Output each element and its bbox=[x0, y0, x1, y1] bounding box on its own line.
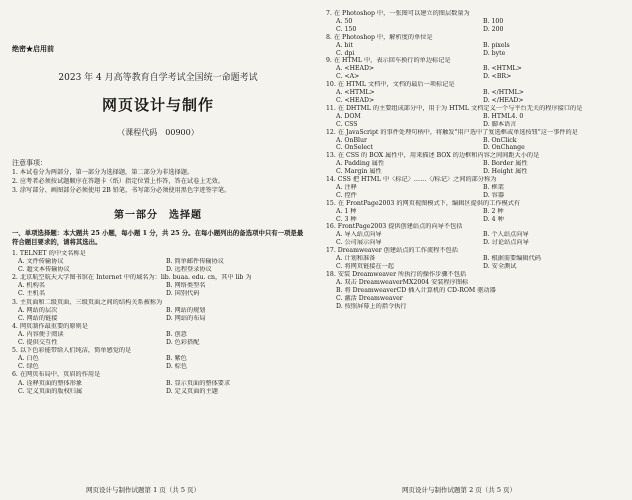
question-item bbox=[326, 105, 620, 129]
answer-option: B. pixels bbox=[483, 41, 510, 49]
answer-option: B. 紫色 bbox=[166, 355, 187, 363]
answer-option: C. 公司展示向导 bbox=[336, 239, 382, 247]
answer-options bbox=[326, 208, 620, 224]
answer-option: A. DOM bbox=[336, 112, 361, 120]
question-item bbox=[326, 129, 620, 153]
answer-options bbox=[326, 137, 620, 153]
answer-option: D. 讨论站点向导 bbox=[483, 239, 529, 247]
answer-option: A. 双击 DreamweaverMX2004 安装程序图标 bbox=[336, 278, 469, 286]
answer-option: B. 100 bbox=[483, 17, 504, 25]
answer-option: A. 诠释页面的整体形象 bbox=[18, 379, 83, 387]
answer-option: B. 个人站点向导 bbox=[483, 231, 529, 239]
question-stem: 14. CSS 把 HTML 中〈标记〉……〈/标记〉之间的部分称为 bbox=[326, 176, 497, 184]
answer-options bbox=[12, 355, 308, 371]
answer-option: C. dpi bbox=[336, 49, 355, 57]
answer-options bbox=[326, 18, 620, 34]
question-item bbox=[12, 274, 308, 298]
answer-option: B. 简单邮件传输协议 bbox=[166, 258, 224, 266]
answer-option: A. 导入站点向导 bbox=[336, 231, 382, 239]
answer-option: D. 定义页面的主题 bbox=[166, 387, 218, 395]
question-stem: 7. 在 Photoshop 中，一张图可以建立的图层数量为 bbox=[326, 10, 470, 17]
answer-option: C. 将网页链接在一起 bbox=[336, 263, 394, 270]
answer-option: B. 网站的规划 bbox=[166, 306, 206, 314]
answer-option: D. 4 种 bbox=[483, 215, 504, 223]
answer-options bbox=[326, 231, 620, 247]
question-item bbox=[326, 200, 620, 224]
answer-option: A. 计划和准备 bbox=[336, 255, 376, 263]
answer-option: D. 脚本语言 bbox=[483, 120, 517, 128]
notice-list bbox=[12, 168, 312, 196]
answer-option: A. 1 种 bbox=[336, 207, 357, 215]
answer-option: A. <HEAD> bbox=[336, 65, 375, 73]
answer-option: B. 网络类型名 bbox=[166, 282, 206, 290]
answer-option: D. 远程登录协议 bbox=[166, 266, 212, 274]
answer-option: A. OnBlur bbox=[336, 136, 367, 144]
answer-option: D. Height 属性 bbox=[483, 168, 528, 176]
question-stem: 2. 北京航空航天大学图书馆在 Internet 中的域名为：lib. buaa. edu. cn，其中 lib 为 bbox=[12, 274, 252, 282]
answer-options bbox=[12, 258, 308, 274]
answer-option: D. 棕色 bbox=[166, 363, 188, 371]
answer-option: B. 显示页面的整体要求 bbox=[166, 379, 231, 387]
answer-option: D. </HEAD> bbox=[483, 96, 524, 104]
question-item bbox=[12, 250, 308, 274]
question-item bbox=[326, 176, 620, 200]
answer-option: D. 网站的布局 bbox=[166, 314, 206, 322]
answer-options bbox=[326, 65, 620, 81]
answer-options bbox=[326, 42, 620, 58]
question-item bbox=[326, 10, 620, 34]
course-code: （课程代码 00900） bbox=[117, 128, 199, 137]
answer-option: B. </HTML> bbox=[483, 89, 524, 97]
question-stem: 17. Dreamweaver 创建站点的工作流程不包括 bbox=[326, 247, 458, 255]
confidential-mark: 绝密★启用前 bbox=[12, 44, 54, 53]
notice-item: 1. 本试卷分为两部分，第一部分为选择题，第二部分为非选择题。 bbox=[12, 169, 194, 176]
answer-options bbox=[326, 184, 620, 200]
answer-options bbox=[326, 279, 620, 311]
exam-page-2 bbox=[316, 0, 632, 500]
answer-options bbox=[12, 307, 308, 323]
answer-option: D. 按照屏幕上的指令执行 bbox=[336, 302, 407, 310]
answer-option: A. <HTML> bbox=[336, 89, 375, 97]
answer-options bbox=[12, 331, 308, 347]
question-stem: 1. TELNET 的中文名称是 bbox=[12, 250, 86, 257]
answer-option: C. 3 种 bbox=[336, 215, 357, 223]
answer-option: C. 150 bbox=[336, 25, 357, 33]
question-stem: 8. 在 Photoshop 中，解析度的单位是 bbox=[326, 33, 433, 41]
answer-option: A. 注释 bbox=[336, 183, 357, 191]
question-stem: 5. 以下色彩能带给人们纯洁，简单感觉的是 bbox=[12, 347, 132, 355]
answer-option: D. 安全测试 bbox=[483, 263, 517, 270]
question-stem: 11. 在 DHTML 的主要组成部分中，用于为 HTML 文档定义一个与平台无关的程序接口的是 bbox=[326, 104, 583, 112]
answer-option: D. 容器 bbox=[483, 191, 505, 199]
answer-option: A. 白色 bbox=[18, 355, 39, 363]
notice-item: 2. 应考者必须按试题顺序在答题卡（纸）指定位置上作答，答在试卷上无效。 bbox=[12, 178, 225, 186]
answer-options bbox=[326, 113, 620, 129]
answer-option: B. 根据需要编辑代码 bbox=[483, 255, 541, 263]
answer-option: A. 内容便于阅读 bbox=[18, 330, 64, 338]
answer-option: C. 定义页面的版权归属 bbox=[18, 387, 83, 395]
question-stem: 10. 在 HTML 文档中，文档的最后一项标记是 bbox=[326, 81, 455, 89]
answer-option: B. Border 属性 bbox=[483, 160, 528, 168]
question-item bbox=[12, 323, 308, 347]
answer-option: B. OnClick bbox=[483, 136, 517, 144]
answer-options bbox=[12, 380, 308, 396]
notice-item: 3. 涂写部分、画图部分必须使用 2B 铅笔，书写部分必须使用黑色字迹签字笔。 bbox=[12, 187, 231, 195]
answer-option: C. 提供交互性 bbox=[18, 339, 58, 347]
answer-option: C. 主机名 bbox=[18, 290, 46, 298]
answer-option: C. CSS bbox=[336, 120, 358, 128]
answer-option: C. 超文本传输协议 bbox=[18, 266, 70, 274]
answer-option: C. 网站的链接 bbox=[18, 314, 58, 322]
answer-options bbox=[326, 255, 620, 271]
exam-title: 2023 年 4 月高等教育自学考试全国统一命题考试 bbox=[58, 73, 258, 83]
answer-option: B. HTML4. 0 bbox=[483, 112, 524, 120]
question-item bbox=[12, 299, 308, 323]
answer-option: C. 激活 Dreamweaver bbox=[336, 294, 403, 302]
answer-option: A. Padding 属性 bbox=[336, 160, 385, 168]
question-stem: 15. 在 FrontPage2003 的网页视图模式下，编辑区提供的工作模式有 bbox=[326, 199, 521, 207]
answer-option: A. 网站的层次 bbox=[18, 306, 58, 314]
answer-option: D. OnChange bbox=[483, 144, 525, 152]
answer-option: C. 绿色 bbox=[18, 363, 39, 371]
question-list bbox=[12, 250, 308, 396]
page-footer: 网页设计与制作试题第 1 页（共 5 页） bbox=[86, 486, 201, 494]
answer-option: D. <BR> bbox=[483, 73, 512, 81]
answer-option: B. 框架 bbox=[483, 183, 504, 191]
question-item bbox=[326, 34, 620, 58]
answer-option: C. OnSelect bbox=[336, 144, 373, 152]
answer-option: D. byte bbox=[483, 49, 506, 57]
notice-heading: 注意事项： bbox=[12, 159, 47, 167]
question-item bbox=[326, 57, 620, 81]
section-instruction: 一、单项选择题：本大题共 25 小题，每小题 1 分，共 25 分。在每小题列出的备选项中只有一项是最符合题目要求的，请将其选出。 bbox=[12, 229, 304, 246]
answer-option: C. <A> bbox=[336, 73, 360, 81]
part-title: 第一部分 选择题 bbox=[114, 210, 202, 221]
answer-options bbox=[12, 282, 308, 298]
answer-option: B. 将 DreamweaverCD 插入计算机的 CD-ROM 驱动器 bbox=[336, 286, 496, 294]
answer-option: A. bit bbox=[336, 41, 353, 49]
question-item bbox=[326, 271, 620, 311]
question-item bbox=[12, 371, 308, 395]
answer-option: A. 文件传输协议 bbox=[18, 258, 64, 266]
question-item bbox=[326, 152, 620, 176]
answer-option: D. 200 bbox=[483, 25, 504, 33]
answer-option: B. <HTML> bbox=[483, 65, 522, 73]
answer-options bbox=[326, 160, 620, 176]
question-stem: 13. 在 CSS 的 BOX 属性中，用来描述 BOX 的边框和内容之间间距大小的是 bbox=[326, 152, 540, 160]
page-footer: 网页设计与制作试题第 2 页（共 5 页） bbox=[402, 486, 517, 494]
question-stem: 18. 安装 Dreamweaver 所执行的操作步骤不包括 bbox=[326, 270, 467, 278]
answer-options bbox=[326, 89, 620, 105]
question-item bbox=[12, 347, 308, 371]
question-stem: 9. 在 HTML 中，表示回车换行的单边标记是 bbox=[326, 57, 451, 65]
question-stem: 4. 网页制作最重要的原则是 bbox=[12, 322, 88, 330]
question-stem: 6. 在网页布局中，页眉的作用是 bbox=[12, 371, 101, 379]
question-list bbox=[326, 10, 620, 310]
answer-option: A. 机构名 bbox=[18, 282, 45, 290]
answer-option: C. 控件 bbox=[336, 191, 357, 199]
question-stem: 3. 主页面和二级页面、三级页面之间的结构关系被称为 bbox=[12, 298, 163, 306]
question-item bbox=[326, 81, 620, 105]
answer-option: C. Margin 属性 bbox=[336, 168, 382, 176]
answer-option: B. 2 种 bbox=[483, 207, 504, 215]
answer-option: D. 国别代码 bbox=[166, 290, 200, 298]
question-item bbox=[326, 223, 620, 247]
question-stem: 16. FrontPage2003 提供创建站点的向导不包括 bbox=[326, 223, 463, 231]
answer-option: B. 创意 bbox=[166, 330, 187, 338]
answer-option: A. 50 bbox=[336, 17, 353, 25]
question-item bbox=[326, 247, 620, 271]
answer-option: D. 色彩搭配 bbox=[166, 339, 200, 347]
subject-title: 网页设计与制作 bbox=[101, 96, 214, 114]
question-stem: 12. 在 JavaScript 的事件处理句柄中，将触发"用户选中了复选框或单选按钮"这一事件的是 bbox=[326, 128, 578, 136]
answer-option: C. <HEAD> bbox=[336, 96, 375, 104]
